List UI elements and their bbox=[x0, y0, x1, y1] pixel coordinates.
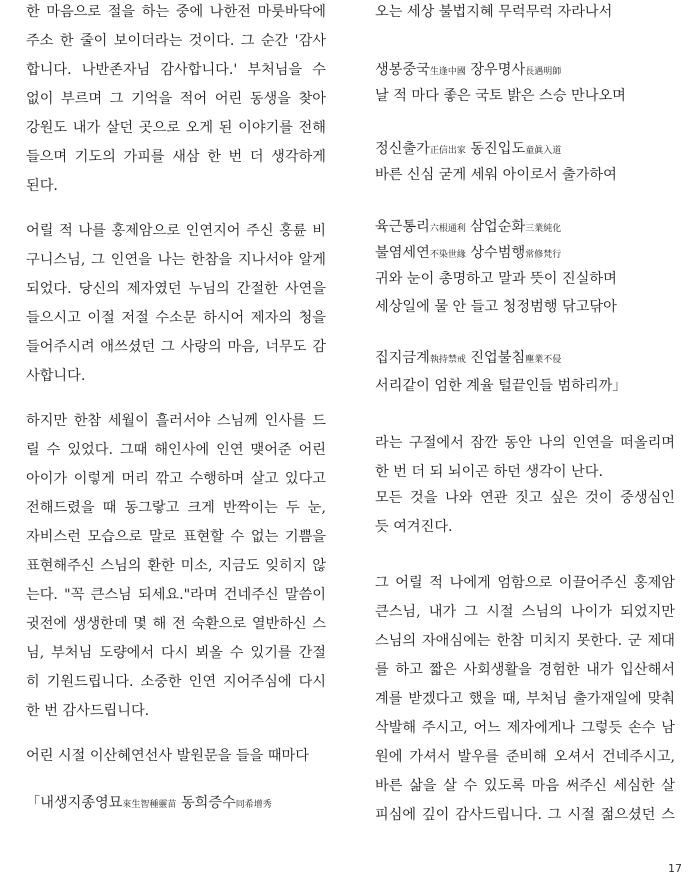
verse-hangul: 집지금계 bbox=[375, 350, 430, 366]
body-line: 모든 것을 나와 연관 짓고 싶은 것이 중생심인 bbox=[375, 490, 675, 506]
body-line: 없이 부르며 그 기억을 적어 어린 동생을 찾아 bbox=[26, 91, 326, 107]
body-line: 바른 삶을 살 수 있도록 마음 써주신 세심한 살 bbox=[375, 778, 675, 794]
body-line: 계를 받겠다고 했을 때, 부처님 출가재일에 맞춰 bbox=[375, 691, 675, 707]
body-line: 를 하고 짧은 사회생활을 경험한 내가 입산해서 bbox=[375, 662, 675, 678]
body-line: 표현해주신 스님의 환한 미소, 지금도 잊히지 않 bbox=[26, 558, 326, 574]
body-line: 전해드렸을 때 동그랗고 크게 반짝이는 두 눈, bbox=[26, 500, 326, 516]
body-line: 된다. bbox=[26, 178, 58, 194]
page-number: 17 bbox=[668, 862, 682, 875]
verse-hanja: 六根通利 bbox=[429, 224, 466, 234]
body-line: 되었다. 당신의 제자였던 누님의 간절한 사연을 bbox=[26, 281, 326, 297]
body-line: 아이가 이렇게 머리 깎고 수행하며 살고 있다고 bbox=[26, 471, 326, 487]
body-line: 피심에 깊이 감사드립니다. 그 시절 젊으셨던 스 bbox=[375, 807, 675, 823]
body-line: 들으시고 이절 저절 수소문 하시어 제자의 청을 bbox=[26, 310, 326, 326]
body-line: 주소 한 줄이 보이더라는 것이다. 그 순간 '감사 bbox=[26, 33, 326, 49]
body-line: 스님의 자애심에는 한참 미치지 못한다. 군 제대 bbox=[375, 633, 675, 649]
verse-hangul: 정신출가 bbox=[375, 141, 430, 157]
body-line: 그 어릴 적 나에게 엄함으로 이끌어주신 홍제암 bbox=[375, 575, 675, 591]
verse-line bbox=[375, 217, 675, 237]
verse-hanja: 執持禁戒 bbox=[429, 355, 466, 365]
verse-hanja: 正信出家 bbox=[429, 146, 466, 156]
verse-line bbox=[375, 243, 675, 263]
body-line: 어릴 적 나를 홍제암으로 인연지어 주신 홍륜 비 bbox=[26, 223, 326, 239]
verse-hanja: 三業純化 bbox=[525, 224, 562, 234]
verse-hanja: 不染世緣 bbox=[429, 250, 466, 260]
body-line: 히 기원드립니다. 소중한 인연 지어주심에 다시 bbox=[26, 674, 326, 690]
verse-line bbox=[375, 60, 675, 80]
body-line: 원에 가셔서 발우를 준비해 오셔서 건네주시고, bbox=[375, 749, 675, 765]
verse-hanja: 童眞入道 bbox=[525, 146, 562, 156]
verse-hangul: 삼업순화 bbox=[465, 219, 526, 235]
verse-hanja: 生逢中國 bbox=[429, 67, 466, 77]
body-line: 들어주시려 애쓰셨던 그 사랑의 마음, 너무도 감 bbox=[26, 339, 326, 355]
body-line: 는다. "꼭 큰스님 되세요."라며 건네주신 말씀이 bbox=[26, 587, 326, 603]
verse-hangul: 동진입도 bbox=[465, 141, 526, 157]
verse-hangul: 생봉중국 bbox=[375, 62, 430, 78]
verse-hanja: 長遇明師 bbox=[525, 67, 562, 77]
verse-hangul: 불염세연 bbox=[375, 245, 430, 261]
body-line: 어린 시절 이산혜연선사 발원문을 들을 때마다 bbox=[26, 748, 309, 764]
body-line: 삭발해 주시고, 어느 제자에게나 그렇듯 손수 남 bbox=[375, 720, 675, 736]
verse-line bbox=[375, 348, 675, 368]
body-line: 귓전에 생생한데 몇 해 전 숙환으로 열반하신 스 bbox=[26, 616, 326, 632]
body-line: 강원도 내가 살던 곳으로 오게 된 이야기를 전해 bbox=[26, 120, 326, 136]
body-line: 구니스님, 그 인연을 나는 한참을 지나서야 알게 bbox=[26, 252, 326, 268]
verse-line: 오는 세상 불법지혜 무럭무럭 자라나서 bbox=[375, 4, 613, 20]
body-line: 듯 여겨진다. bbox=[375, 519, 453, 535]
verse-hangul: 진업불침 bbox=[465, 350, 526, 366]
body-line: 님, 부처님 도량에서 다시 뵈올 수 있기를 간절 bbox=[26, 645, 326, 661]
verse-line: 날 적 마다 좋은 국토 밝은 스승 만나오며 bbox=[375, 88, 626, 104]
body-line: 큰스님, 내가 그 시절 스님의 나이가 되었지만 bbox=[375, 604, 675, 620]
body-line: 한 번 더 되 뇌이곤 하던 생각이 난다. bbox=[375, 464, 603, 480]
body-line: 라는 구절에서 잠깐 동안 나의 인연을 떠올리며 bbox=[375, 435, 675, 451]
body-line: 합니다. 나반존자님 감사합니다.' 부처님을 수 bbox=[26, 62, 326, 78]
body-line: 사합니다. bbox=[26, 368, 86, 384]
verse-line: 서리같이 엄한 계율 털끝인들 범하리까」 bbox=[375, 378, 627, 394]
body-line: 들으며 기도의 가피를 새삼 한 번 더 생각하게 bbox=[26, 149, 326, 165]
verse-hangul: 육근통리 bbox=[375, 219, 430, 235]
body-line: 자비스런 모습으로 말로 표현할 수 없는 기쁨을 bbox=[26, 529, 326, 545]
verse-hanja: 常修梵行 bbox=[525, 250, 562, 260]
body-line: 하지만 한참 세월이 흘러서야 스님께 인사를 드 bbox=[26, 413, 326, 429]
verse-hanja: 同希增秀 bbox=[235, 800, 272, 810]
verse-line bbox=[375, 139, 675, 159]
verse-hangul: 동희증수 bbox=[176, 795, 236, 811]
verse-line bbox=[26, 793, 326, 813]
verse-hanja: 來生智種靈苗 bbox=[122, 800, 177, 810]
verse-hangul: 장우명사 bbox=[465, 62, 526, 78]
verse-line: 귀와 눈이 총명하고 말과 뜻이 진실하며 bbox=[375, 271, 617, 287]
verse-hangul: 「내생지종영묘 bbox=[26, 795, 123, 811]
body-line: 한 마음으로 절을 하는 중에 나한전 마룻바닥에 bbox=[26, 4, 326, 20]
verse-line: 세상일에 물 안 들고 청정범행 닦고닦아 bbox=[375, 299, 617, 315]
verse-hangul: 상수범행 bbox=[465, 245, 526, 261]
body-line: 릴 수 있었다. 그때 해인사에 인연 맺어준 어린 bbox=[26, 442, 326, 458]
verse-hanja: 塵業不侵 bbox=[525, 355, 562, 365]
verse-line: 바른 신심 굳게 세워 아이로서 출가하여 bbox=[375, 167, 617, 183]
body-line: 한 번 감사드립니다. bbox=[26, 703, 150, 719]
